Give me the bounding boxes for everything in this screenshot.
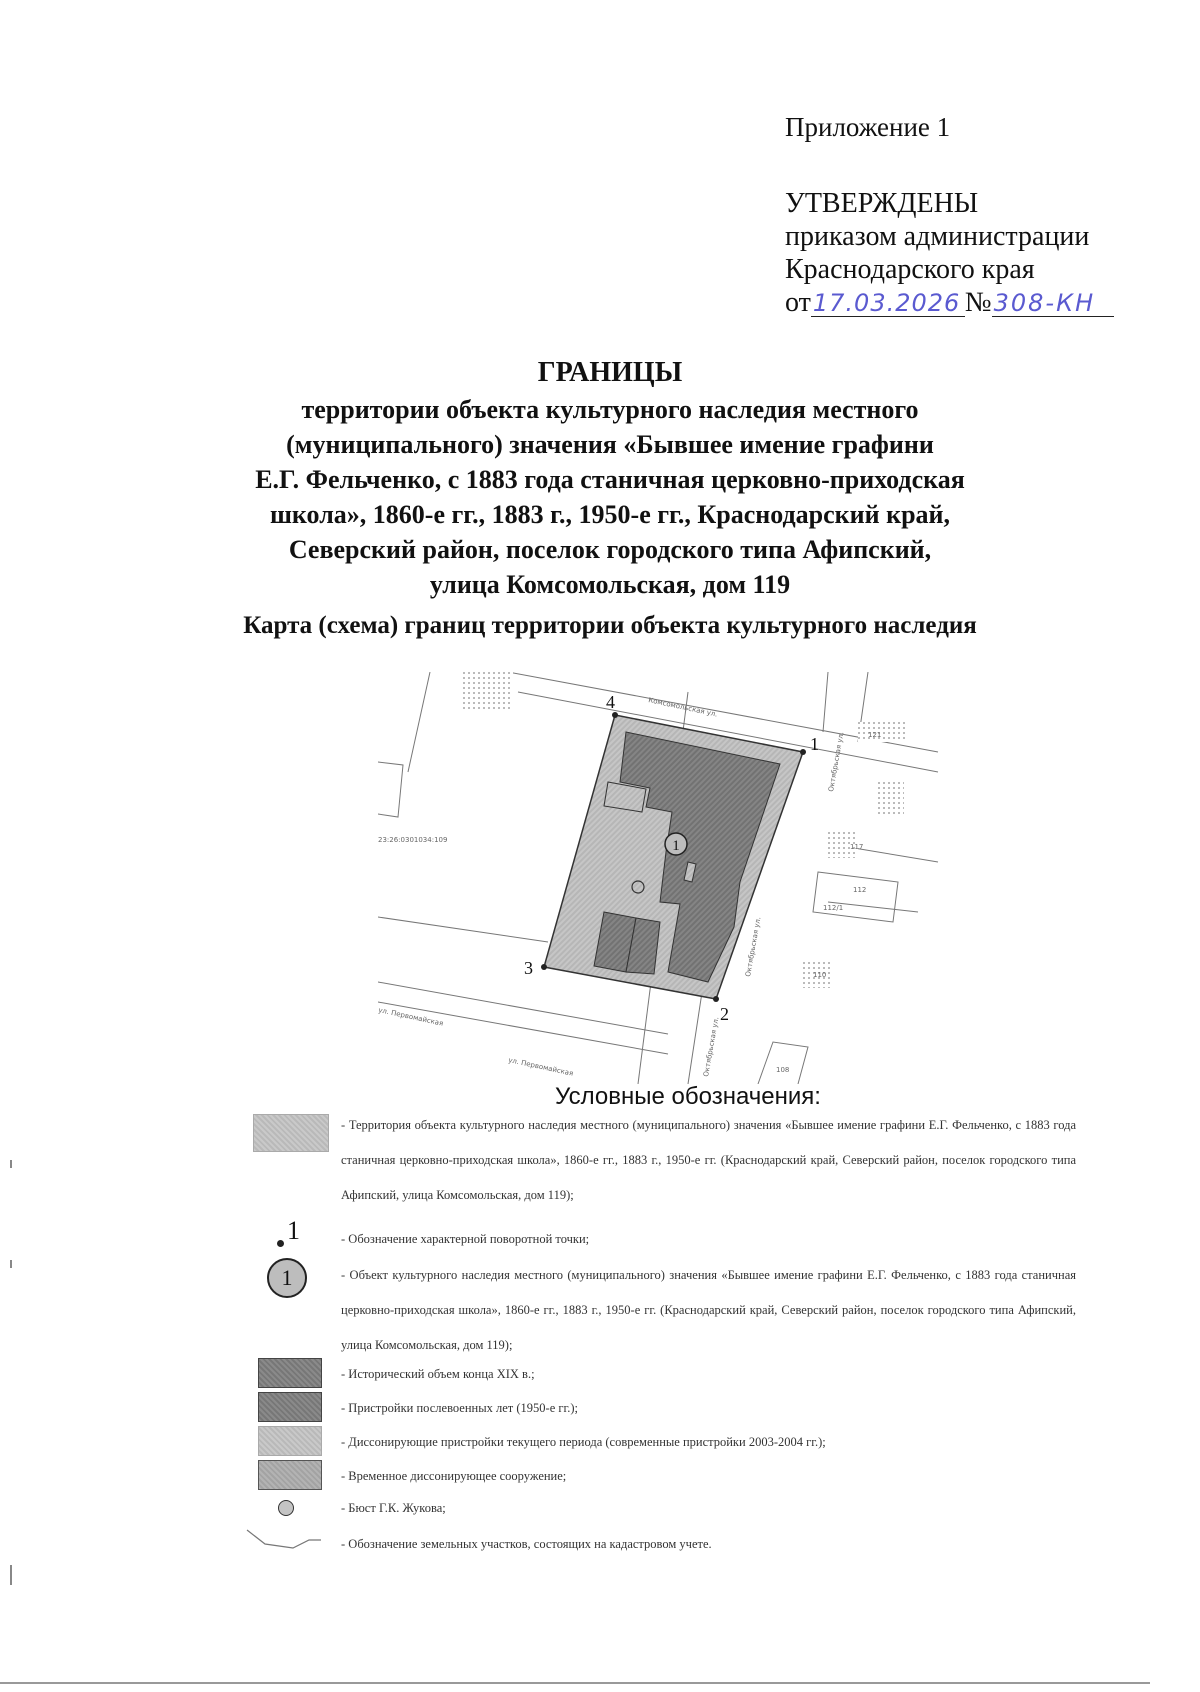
postwar-additions-swatch: [258, 1392, 322, 1422]
document-title: [180, 355, 1040, 602]
turning-point: [612, 712, 618, 718]
legend-item-text: - Обозначение характерной поворотной точки;: [341, 1232, 590, 1246]
turning-point: [800, 749, 806, 755]
order-prefix: от: [785, 287, 811, 318]
order-number-handwritten: 308-КН: [992, 290, 1114, 317]
title-line-6: улица Комсомольская, дом 119: [429, 570, 791, 599]
title-line-4: школа», 1860-е гг., 1883 г., 1950-е гг., Краснодарский край,: [269, 500, 951, 529]
turning-point-label-1: 1: [810, 734, 819, 754]
scan-mark: [10, 1160, 12, 1168]
house-number-label: 110: [813, 971, 827, 979]
legend-item-text: - Обозначение земельных участков, состоящих на кадастровом учете.: [341, 1537, 712, 1551]
legend-item-text: - Диссонирующие пристройки текущего периода (современные пристройки 2003-2004 гг.);: [341, 1435, 826, 1449]
legend-item-text: - Территория объекта культурного наследия местного (муниципального) значения «Бывшее имение графини Е.Г. Фельченко, с 1883 года станичная церковно-приходская школа», 1860-е гг., 1883 г., 1950-е гг. (Краснодарский край, Северский район, поселок городского типа Афипский, улица Комсомольская, дом 119);: [341, 1118, 1076, 1202]
legend-item-text: - Временное диссонирующее сооружение;: [341, 1469, 567, 1483]
title-line-1: территории объекта культурного наследия местного: [301, 395, 919, 424]
historic-volume-swatch: [258, 1358, 322, 1388]
territory-fill-swatch: [253, 1114, 329, 1152]
parcel-number-label: 23:26:0301034:109: [378, 836, 448, 844]
order-number-sign: №: [964, 287, 992, 318]
cadastral-line-symbol: [245, 1526, 325, 1550]
turning-point-label-4: 4: [606, 692, 615, 712]
order-line: [785, 286, 1114, 319]
street-label-bottom-right: Октябрьская ул.: [702, 1016, 721, 1078]
appendix-label: Приложение 1: [785, 112, 951, 142]
title-line-3: Е.Г. Фельченко, с 1883 года станичная церковно-приходская: [255, 465, 965, 494]
temporary-structure-swatch: [258, 1460, 322, 1490]
turning-point-symbol-label: 1: [287, 1216, 300, 1245]
approved-line-2: Краснодарского края: [785, 254, 1035, 285]
street-label-bottom: ул. Первомайская: [507, 1056, 574, 1078]
house-number-label: 121: [868, 731, 882, 739]
legend-item-text: - Пристройки послевоенных лет (1950-е гг.);: [341, 1401, 578, 1415]
object-marker-label: 1: [672, 838, 680, 854]
street-label-right-lower: Октябрьская ул.: [744, 916, 763, 978]
neighbour-block: [878, 782, 904, 816]
scan-mark: [10, 1565, 12, 1585]
turning-point-label-3: 3: [524, 958, 533, 978]
street-label-top: Комсомольская ул.: [647, 696, 719, 719]
legend-title: Условные обозначения:: [555, 1083, 821, 1110]
map-title: Карта (схема) границ территории объекта культурного наследия: [243, 612, 977, 639]
turning-point-symbol: [275, 1216, 305, 1252]
bust-symbol: [278, 1500, 294, 1516]
title-head: ГРАНИЦЫ: [537, 357, 683, 388]
house-number-label: 112/1: [823, 904, 844, 912]
legend-item-text: - Исторический объем конца XIX в.;: [341, 1367, 535, 1381]
neighbour-block: [463, 672, 513, 712]
order-date-handwritten: 17.03.2026: [811, 290, 965, 317]
page-bottom-rule: [0, 1682, 1150, 1684]
house-number-label: 112: [853, 886, 867, 894]
object-marker-symbol: [267, 1258, 307, 1298]
turning-point-label-2: 2: [720, 1004, 729, 1024]
house-number-label: 108: [776, 1066, 790, 1074]
scan-mark: [10, 1260, 12, 1268]
title-line-2: (муниципального) значения «Бывшее имение графини: [286, 430, 934, 459]
legend-item-text: - Бюст Г.К. Жукова;: [341, 1501, 446, 1515]
street-label-right: Октябрьская ул.: [827, 731, 846, 793]
approved-title: УТВЕРЖДЕНЫ: [785, 188, 979, 219]
object-marker-symbol-label: 1: [281, 1265, 293, 1290]
boundary-map: [378, 672, 940, 1084]
turning-point: [541, 964, 547, 970]
dissonant-additions-swatch: [258, 1426, 322, 1456]
turning-point: [713, 996, 719, 1002]
neighbour-block: [858, 722, 908, 742]
legend-item-text: - Объект культурного наследия местного (муниципального) значения «Бывшее имение графини Е.Г. Фельченко, с 1883 года станичная церковно-приходская школа», 1860-е гг., 1883 г., 1950-е гг. (Краснодарский край, Северский район, поселок городского типа Афипский, улица Комсомольская, дом 119);: [341, 1268, 1076, 1352]
title-line-5: Северский район, поселок городского типа Афипский,: [288, 535, 932, 564]
approval-block: [785, 187, 1114, 319]
street-label-bottom-left: ул. Первомайская: [378, 1006, 444, 1028]
house-number-label: 117: [850, 843, 864, 851]
approved-line-1: приказом администрации: [785, 221, 1090, 252]
